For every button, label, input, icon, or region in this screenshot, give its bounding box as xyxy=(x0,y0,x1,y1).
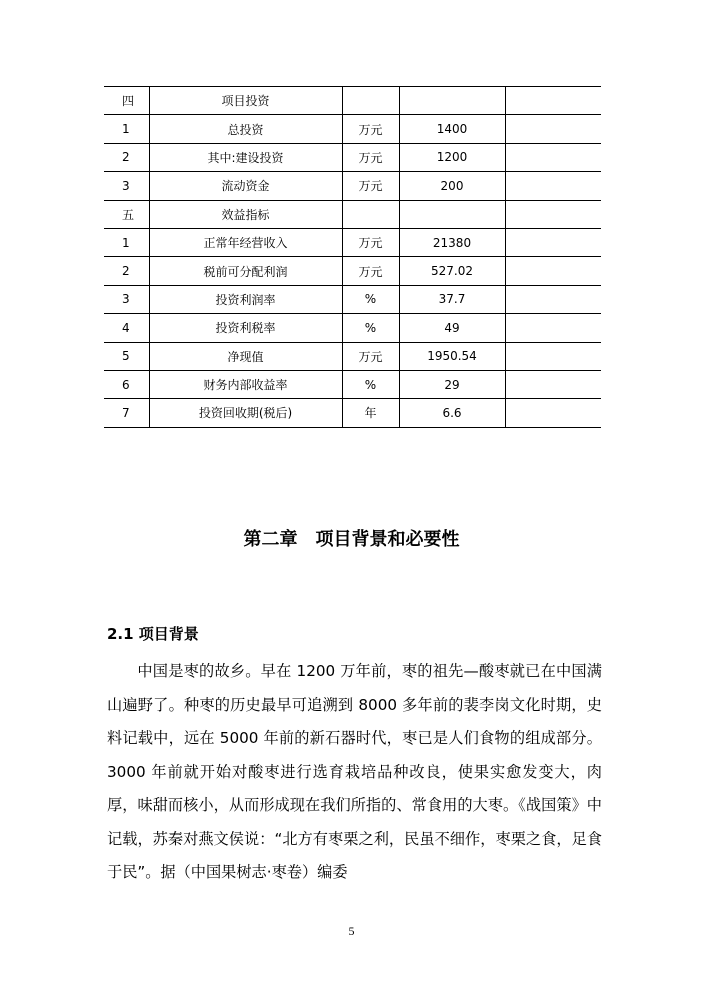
row-unit xyxy=(342,200,399,228)
row-number: 2 xyxy=(104,257,149,285)
table-row xyxy=(104,342,601,370)
table-row xyxy=(104,143,601,171)
table-row xyxy=(104,172,601,200)
row-empty xyxy=(505,314,601,342)
row-item: 项目投资 xyxy=(149,87,342,115)
row-value: 29 xyxy=(399,370,505,398)
row-value: 37.7 xyxy=(399,285,505,313)
row-empty xyxy=(505,87,601,115)
row-number: 2 xyxy=(104,143,149,171)
row-unit xyxy=(342,87,399,115)
row-unit: 万元 xyxy=(342,143,399,171)
investment-table-body xyxy=(104,87,601,428)
row-item: 净现值 xyxy=(149,342,342,370)
table-row xyxy=(104,285,601,313)
row-empty xyxy=(505,370,601,398)
row-value: 527.02 xyxy=(399,257,505,285)
row-item: 财务内部收益率 xyxy=(149,370,342,398)
row-value: 21380 xyxy=(399,228,505,256)
row-empty xyxy=(505,228,601,256)
table-row xyxy=(104,257,601,285)
row-number: 7 xyxy=(104,399,149,427)
row-unit: % xyxy=(342,370,399,398)
row-value: 1200 xyxy=(399,143,505,171)
table-row xyxy=(104,314,601,342)
row-unit: 万元 xyxy=(342,228,399,256)
row-unit: 万元 xyxy=(342,115,399,143)
table-row xyxy=(104,228,601,256)
table-row xyxy=(104,370,601,398)
row-value: 1950.54 xyxy=(399,342,505,370)
investment-table xyxy=(104,86,601,428)
row-number: 1 xyxy=(104,228,149,256)
page-number: 5 xyxy=(348,924,355,938)
row-empty xyxy=(505,200,601,228)
row-empty xyxy=(505,115,601,143)
row-number: 4 xyxy=(104,314,149,342)
row-empty xyxy=(505,257,601,285)
row-item: 总投资 xyxy=(149,115,342,143)
row-unit: 年 xyxy=(342,399,399,427)
row-empty xyxy=(505,285,601,313)
row-empty xyxy=(505,143,601,171)
row-value xyxy=(399,87,505,115)
row-item: 投资回收期(税后) xyxy=(149,399,342,427)
body-paragraph: 中国是枣的故乡。早在 1200 万年前，枣的祖先—酸枣就已在中国满山遍野了。种枣的历史最早可追溯到 8000 多年前的裴李岗文化时期，史料记载中，远在 5000 年前的新石器时代，枣已是人们食物的组成部分。3000 年前就开始对酸枣进行选育栽培品种改良，使果实愈发变大，肉厚，味甜而核小，从而形成现在我们所指的、常食用的大枣。《战国策》中记载，苏秦对燕文侯说：“北方有枣栗之利，民虽不细作，枣栗之食，足食于民”。据（中国果树志·枣卷）编委 xyxy=(107,662,602,881)
section-title: 2.1 项目背景 xyxy=(107,625,199,643)
row-value: 200 xyxy=(399,172,505,200)
row-value: 1400 xyxy=(399,115,505,143)
row-unit: 万元 xyxy=(342,172,399,200)
row-value xyxy=(399,200,505,228)
row-number: 5 xyxy=(104,342,149,370)
row-empty xyxy=(505,399,601,427)
row-item: 其中:建设投资 xyxy=(149,143,342,171)
row-number: 四 xyxy=(104,87,149,115)
table-row xyxy=(104,87,601,115)
row-empty xyxy=(505,172,601,200)
row-number: 6 xyxy=(104,370,149,398)
table-row xyxy=(104,115,601,143)
row-number: 3 xyxy=(104,172,149,200)
row-number: 1 xyxy=(104,115,149,143)
row-value: 6.6 xyxy=(399,399,505,427)
row-number: 五 xyxy=(104,200,149,228)
table-row xyxy=(104,399,601,427)
row-empty xyxy=(505,342,601,370)
row-item: 效益指标 xyxy=(149,200,342,228)
row-item: 流动资金 xyxy=(149,172,342,200)
row-value: 49 xyxy=(399,314,505,342)
row-unit: 万元 xyxy=(342,342,399,370)
row-item: 投资利润率 xyxy=(149,285,342,313)
row-item: 税前可分配利润 xyxy=(149,257,342,285)
row-unit: % xyxy=(342,314,399,342)
row-unit: % xyxy=(342,285,399,313)
table-row xyxy=(104,200,601,228)
row-item: 正常年经营收入 xyxy=(149,228,342,256)
row-unit: 万元 xyxy=(342,257,399,285)
row-number: 3 xyxy=(104,285,149,313)
row-item: 投资利税率 xyxy=(149,314,342,342)
chapter-title: 第二章 项目背景和必要性 xyxy=(243,529,460,550)
